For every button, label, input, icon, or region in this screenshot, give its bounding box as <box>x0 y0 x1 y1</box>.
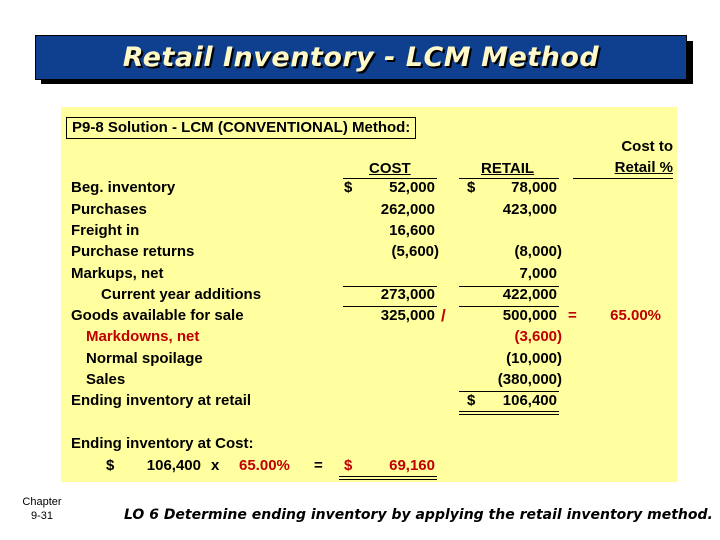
retail-ending-dollar-sign: $ <box>467 392 476 409</box>
cost-column-header: COST <box>369 160 411 177</box>
solution-panel <box>61 107 677 482</box>
retail-markups-net: 7,000 <box>519 265 557 282</box>
divide-sign: / <box>441 306 446 325</box>
cost-current-year-additions: 273,000 <box>380 286 435 303</box>
slide-title: Retail Inventory - LCM Method <box>122 42 600 73</box>
retail-markdowns-net: (3,600) <box>514 328 562 345</box>
cost-to-retail-ratio: 65.00% <box>610 307 661 324</box>
calc-result-double-rule <box>339 476 437 480</box>
cost-purchase-returns: (5,600) <box>391 243 439 260</box>
ratio-header-rule <box>573 178 673 179</box>
chapter-indicator <box>14 495 70 523</box>
cost-purchases: 262,000 <box>380 201 435 218</box>
calc-times-sign: x <box>211 457 220 474</box>
row-label-current-year-additions: Current year additions <box>101 286 262 303</box>
retail-dollar-sign: $ <box>467 179 476 196</box>
row-label-markups-net: Markups, net <box>71 265 164 282</box>
retail-normal-spoilage: (10,000) <box>506 350 562 367</box>
cost-freight-in: 16,600 <box>389 222 435 239</box>
cost-beg-inventory: 52,000 <box>389 179 435 196</box>
row-label-freight-in: Freight in <box>71 222 140 239</box>
retail-goods-available: 500,000 <box>502 307 557 324</box>
learning-objective: LO 6 Determine ending inventory by applying the retail inventory method. <box>124 507 713 523</box>
calc-ratio: 65.00% <box>239 457 290 474</box>
calc-equals-sign: = <box>314 457 323 474</box>
cost-goods-available: 325,000 <box>380 307 435 324</box>
ratio-column-header-line2: Retail % <box>614 159 673 176</box>
row-label-purchase-returns: Purchase returns <box>71 243 195 260</box>
ending-inventory-cost-label: Ending inventory at Cost: <box>71 435 254 452</box>
row-label-normal-spoilage: Normal spoilage <box>86 350 203 367</box>
cost-dollar-sign: $ <box>344 179 353 196</box>
retail-purchases: 423,000 <box>502 201 557 218</box>
calc-result-dollar-sign: $ <box>344 457 353 474</box>
row-label-goods-available: Goods available for sale <box>71 307 244 324</box>
retail-purchase-returns: (8,000) <box>514 243 562 260</box>
ratio-column-header-line1: Cost to <box>621 138 673 155</box>
calc-dollar-sign: $ <box>106 457 115 474</box>
row-label-markdowns-net: Markdowns, net <box>86 328 200 345</box>
retail-current-year-additions: 422,000 <box>502 286 557 303</box>
chapter-label: Chapter <box>22 496 62 508</box>
row-label-purchases: Purchases <box>71 201 147 218</box>
solution-heading: P9-8 Solution - LCM (CONVENTIONAL) Method: <box>66 117 416 139</box>
calc-ending-retail: 106,400 <box>146 457 201 474</box>
page-number: 9-31 <box>30 510 54 522</box>
row-label-sales: Sales <box>86 371 126 388</box>
row-label-ending-inventory-retail: Ending inventory at retail <box>71 392 252 409</box>
equals-sign: = <box>568 307 577 324</box>
retail-sales: (380,000) <box>497 371 562 388</box>
row-label-beg-inventory: Beg. inventory <box>71 179 176 196</box>
retail-ending-inventory: 106,400 <box>502 392 557 409</box>
retail-column-header: RETAIL <box>481 160 535 177</box>
retail-beg-inventory: 78,000 <box>511 179 557 196</box>
retail-ending-double-rule <box>459 411 559 415</box>
calc-ending-inventory-cost: 69,160 <box>389 457 435 474</box>
title-banner <box>35 35 687 80</box>
